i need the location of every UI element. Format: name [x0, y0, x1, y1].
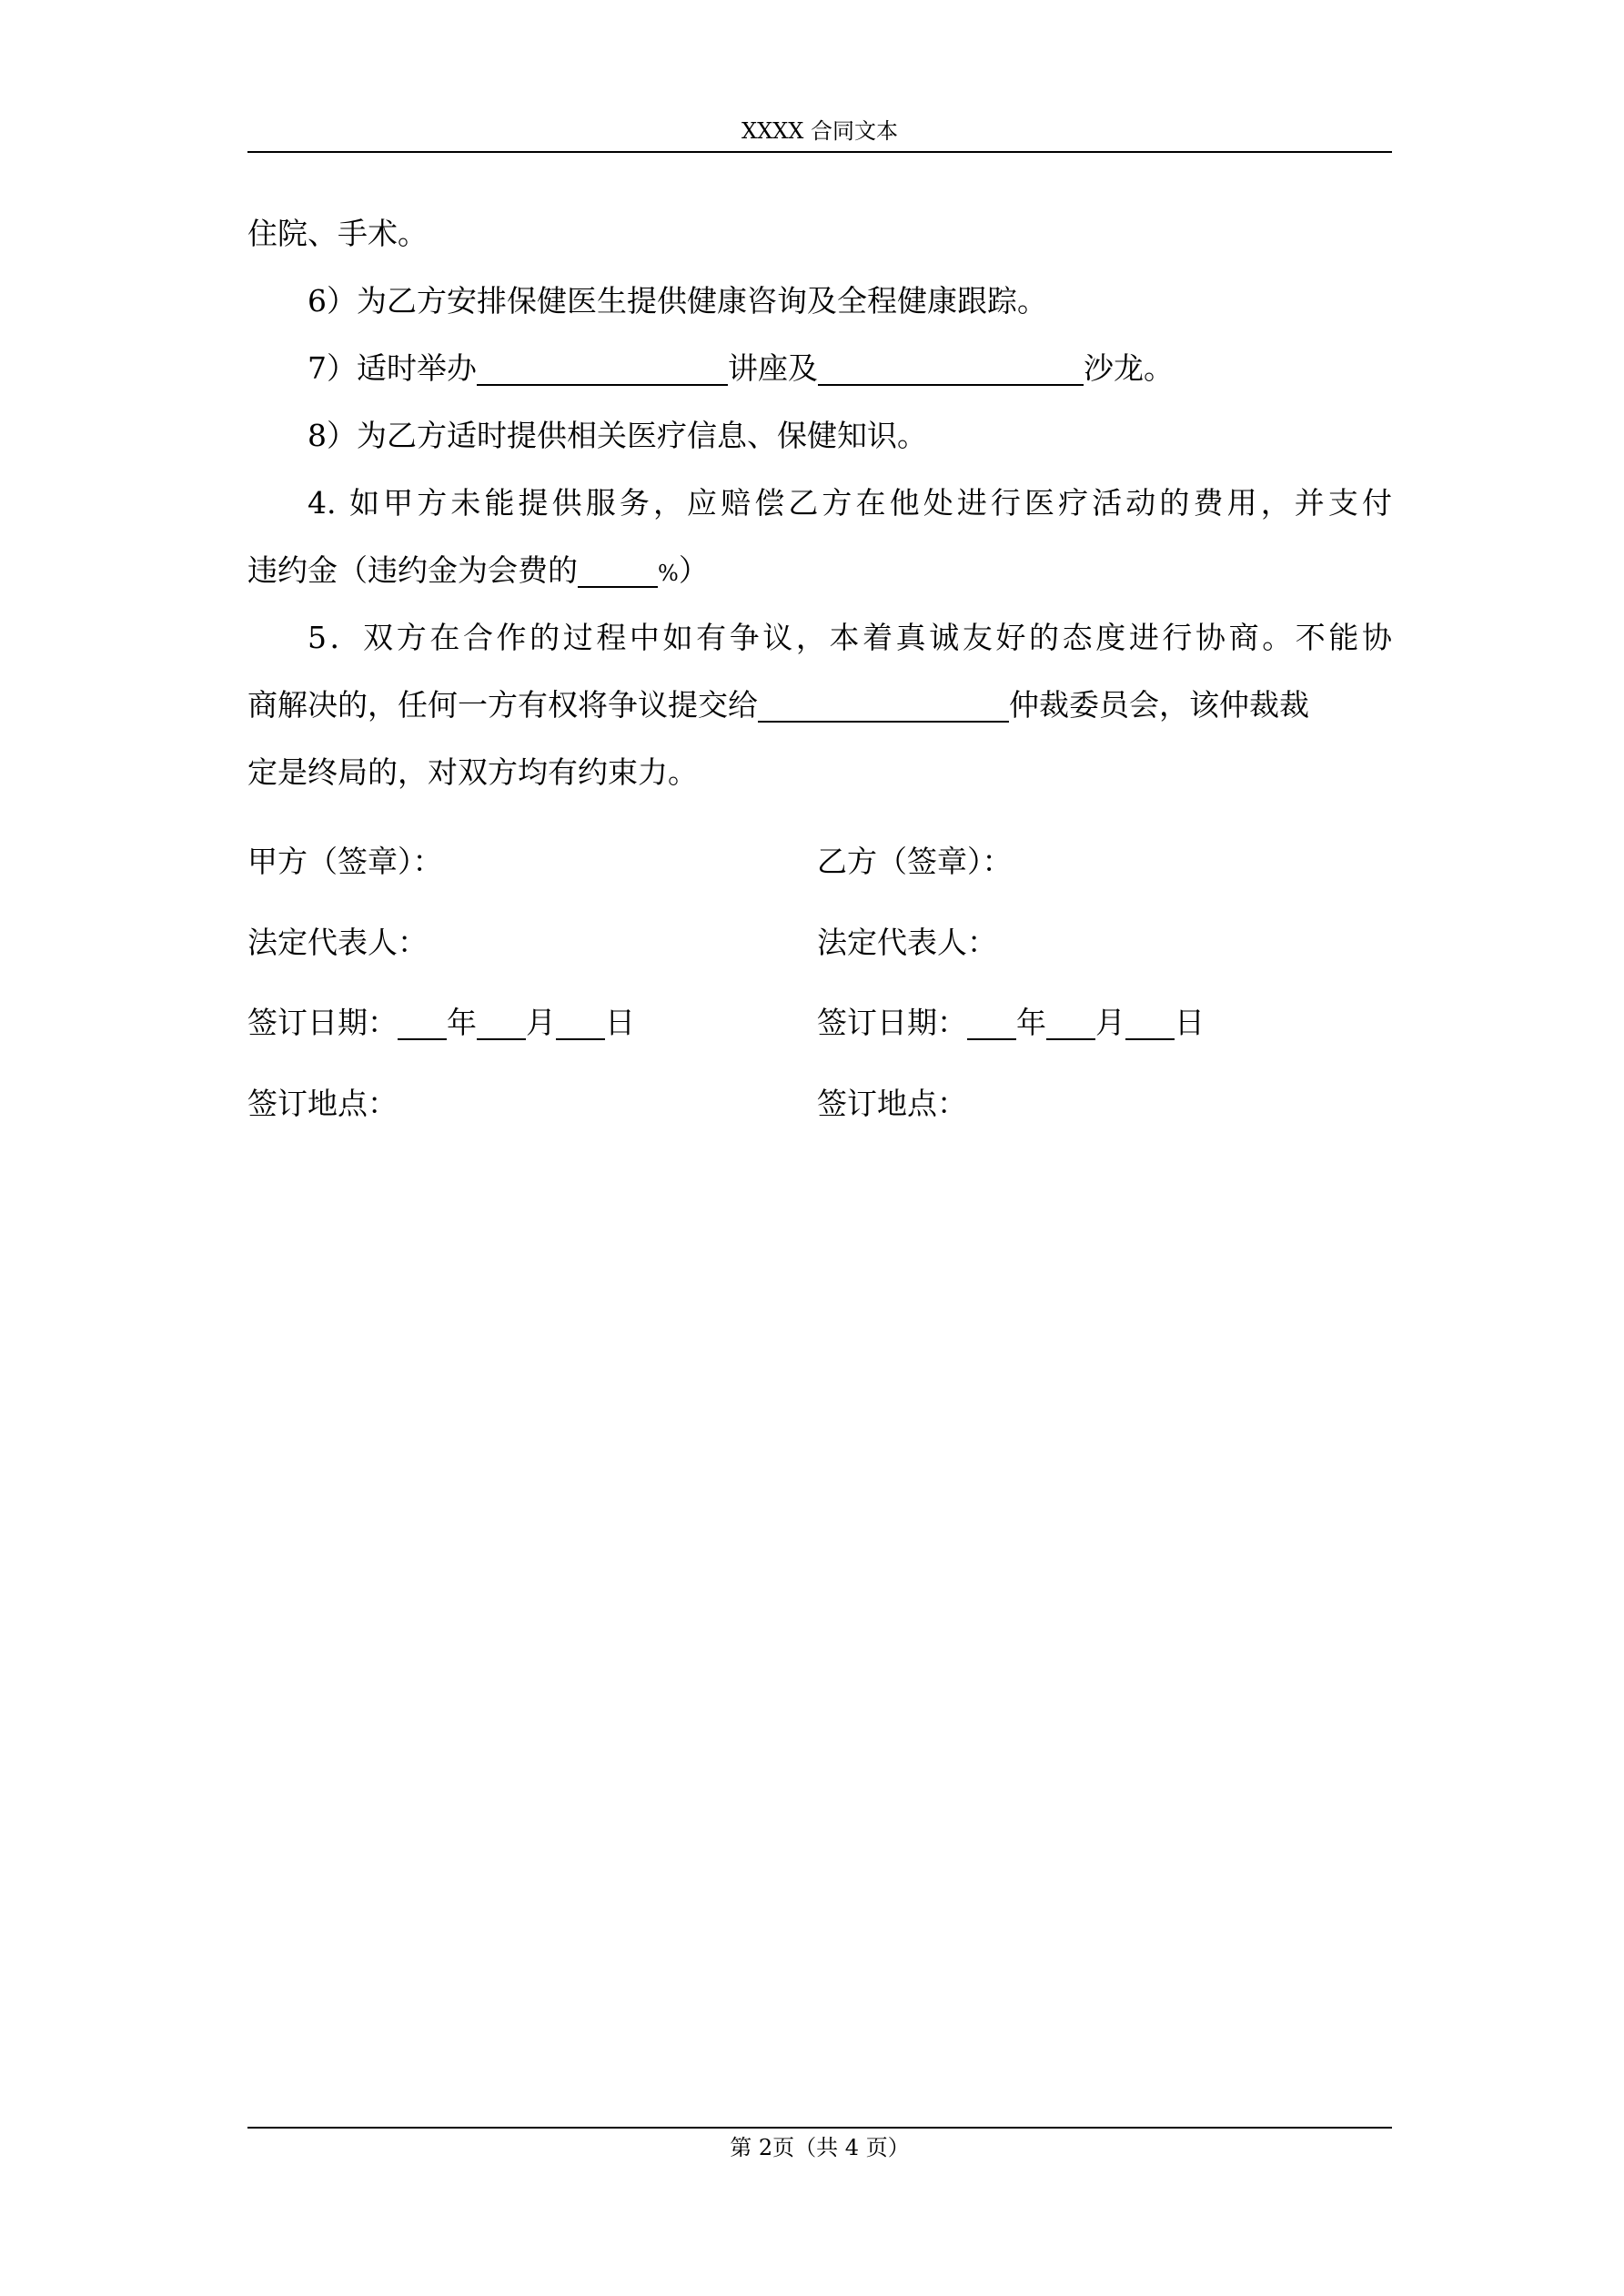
clause-5-line-1: 5．双方在合作的过程中如有争议，本着真诚友好的态度进行协商。不能协 — [308, 620, 1392, 655]
party-b-month-blank[interactable] — [1046, 1009, 1095, 1040]
party-b-month-label: 月 — [1095, 1005, 1125, 1041]
page-number: 第 2页（共 4 页） — [730, 2135, 910, 2160]
clause-5-line-2 — [247, 672, 1392, 739]
clause-item-8: 8）为乙方适时提供相关医疗信息、保健知识。 — [308, 418, 927, 453]
clause-item-7-prefix: 7）适时举办 — [308, 350, 477, 386]
signature-row-representative — [247, 903, 1392, 984]
party-a-date — [247, 983, 635, 1064]
clause-item-7-suffix: 沙龙。 — [1084, 350, 1174, 386]
signature-row-place — [247, 1064, 1392, 1145]
footer-divider — [247, 2127, 1392, 2129]
party-a-year-blank[interactable] — [398, 1009, 447, 1040]
penalty-percent-blank[interactable] — [578, 557, 658, 588]
party-a-day-blank[interactable] — [556, 1009, 605, 1040]
party-a-month-blank[interactable] — [477, 1009, 526, 1040]
clause-4-line-2 — [247, 537, 1392, 604]
clause-item-7 — [247, 335, 1392, 402]
page-header-title: XXXX 合同文本 — [741, 118, 898, 144]
arbitration-commission-blank[interactable] — [758, 692, 1009, 723]
party-b-representative-label: 法定代表人： — [817, 924, 997, 960]
contract-body — [247, 200, 1392, 806]
clause-5-line-2-suffix: 仲裁委员会，该仲裁裁 — [1009, 687, 1309, 723]
percent-sign: % — [658, 561, 679, 586]
party-b-day-label: 日 — [1175, 1005, 1205, 1041]
party-b-date — [817, 983, 1205, 1064]
party-b-seal-label: 乙方（签章）： — [817, 844, 1013, 879]
signature-row-date — [247, 983, 1392, 1064]
party-b-year-label: 年 — [1016, 1005, 1046, 1041]
salon-topic-blank[interactable] — [818, 355, 1084, 386]
clause-item-7-middle: 讲座及 — [728, 350, 818, 386]
party-b-place-label: 签订地点： — [817, 1085, 967, 1121]
party-a-seal-label: 甲方（签章）： — [247, 844, 443, 879]
lecture-topic-blank[interactable] — [477, 355, 728, 386]
clause-4-line-2-suffix: ） — [678, 552, 709, 588]
party-b-date-label: 签订日期： — [817, 1005, 967, 1041]
party-a-date-label: 签订日期： — [247, 1005, 398, 1041]
header-divider — [247, 151, 1392, 153]
clause-4-line-1: 4. 如甲方未能提供服务，应赔偿乙方在他处进行医疗活动的费用，并支付 — [308, 485, 1392, 521]
party-a-place-label: 签订地点： — [247, 1085, 398, 1121]
party-b-day-blank[interactable] — [1125, 1009, 1175, 1040]
party-a-representative-label: 法定代表人： — [247, 924, 428, 960]
signature-block — [247, 822, 1392, 1144]
clause-4-line-2-prefix: 违约金（违约金为会费的 — [247, 552, 578, 588]
clause-item-6: 6）为乙方安排保健医生提供健康咨询及全程健康跟踪。 — [308, 283, 1047, 319]
clause-5-line-2-prefix: 商解决的，任何一方有权将争议提交给 — [247, 687, 758, 723]
party-a-year-label: 年 — [447, 1005, 477, 1041]
clause-5-line-3: 定是终局的，对双方均有约束力。 — [247, 754, 698, 790]
party-b-year-blank[interactable] — [967, 1009, 1016, 1040]
party-a-day-label: 日 — [605, 1005, 635, 1041]
signature-row-seal — [247, 822, 1392, 903]
paragraph-continuation: 住院、手术。 — [247, 216, 428, 251]
party-a-month-label: 月 — [526, 1005, 556, 1041]
